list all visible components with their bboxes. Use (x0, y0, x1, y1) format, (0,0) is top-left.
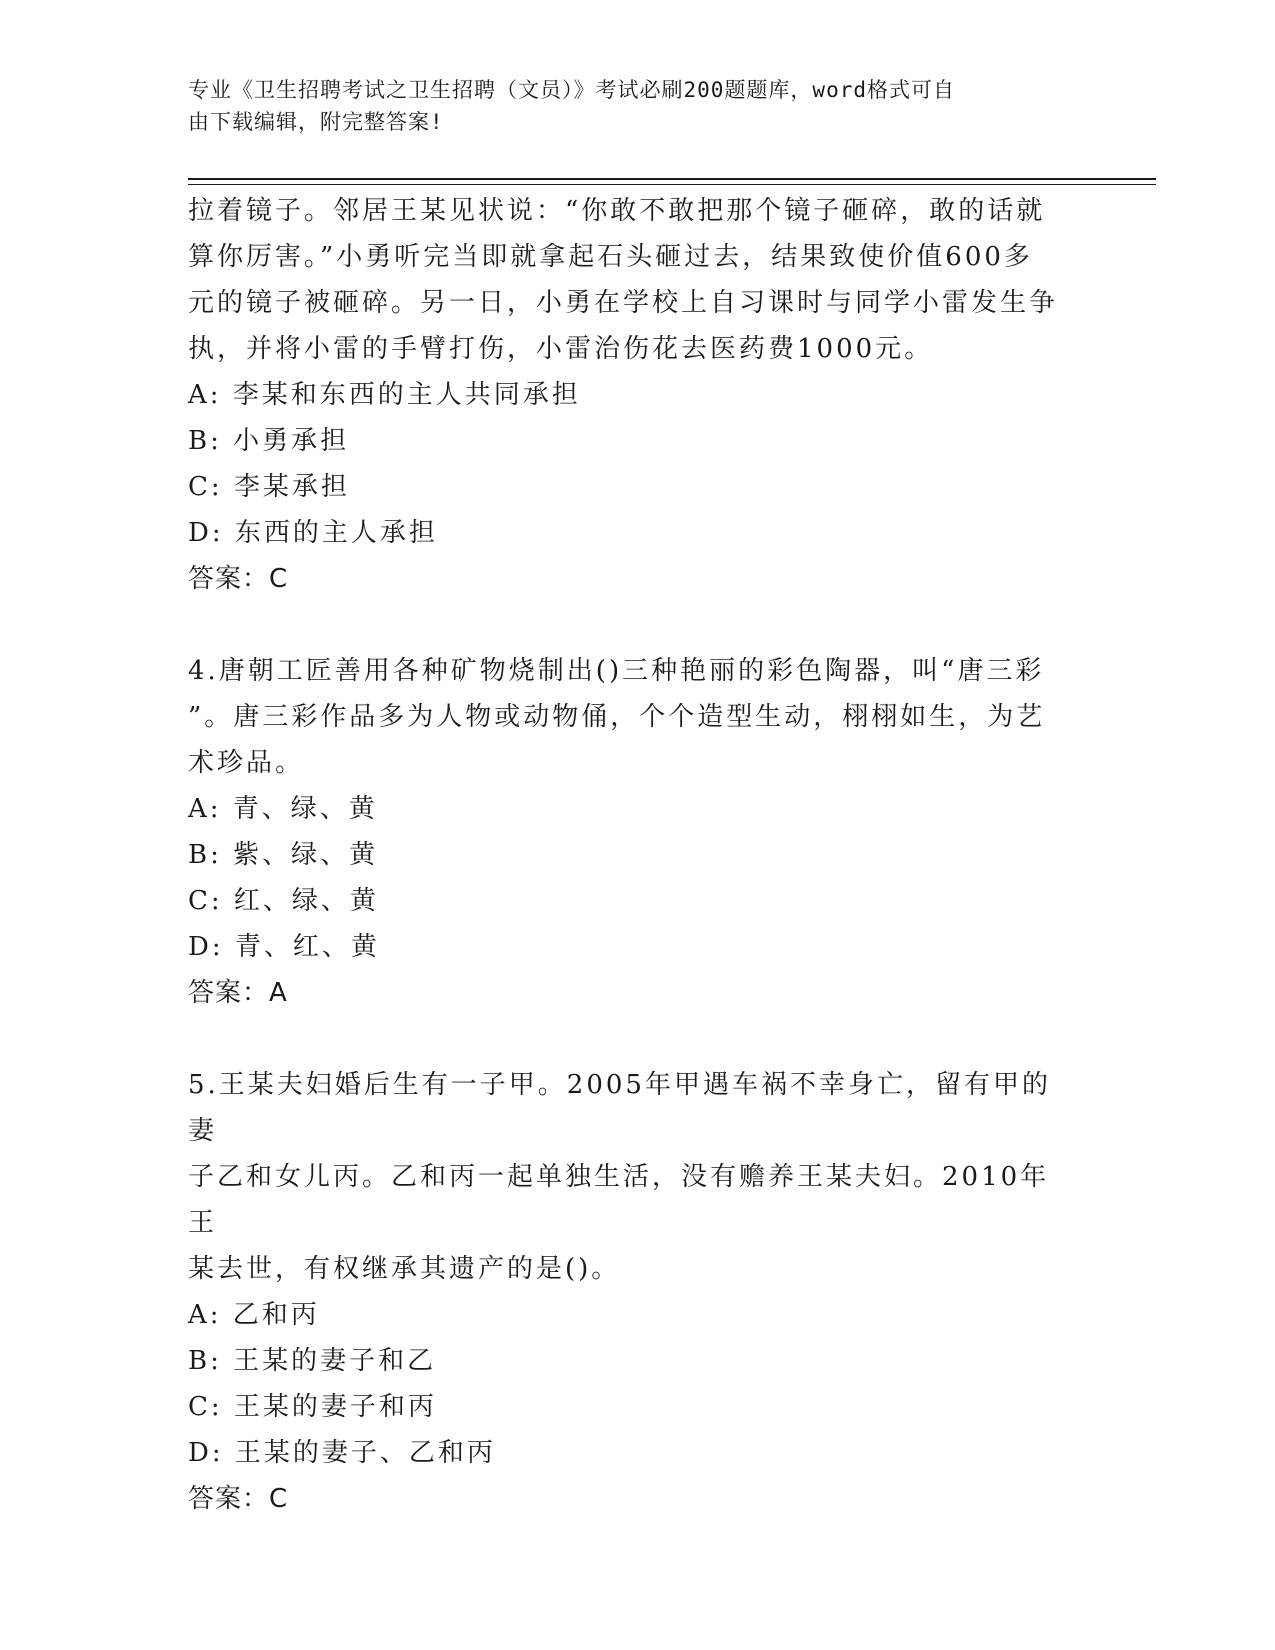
option-c: C: 红、绿、黄 (188, 886, 379, 916)
option-d: D: 王某的妻子、乙和丙 (188, 1438, 496, 1468)
spacer (188, 602, 1068, 648)
question-stem-line: ”。唐三彩作品多为人物或动物俑，个个造型生动，栩栩如生，为艺 (188, 702, 1046, 732)
question-stem-line: 算你厉害。”小勇听完当即就拿起石头砸过去，结果致使价值600多 (188, 242, 1033, 272)
header-line-1: 专业《卫生招聘考试之卫生招聘（文员）》考试必刷200题题库，word格式可自 (188, 78, 955, 102)
option-a: A: 李某和东西的主人共同承担 (188, 380, 581, 410)
option-b: B: 小勇承担 (188, 426, 350, 456)
question-stem-line: 5.王某夫妇婚后生有一子甲。2005年甲遇车祸不幸身亡，留有甲的妻 (188, 1070, 1051, 1146)
question-block (188, 648, 1068, 1016)
question-stem-line: 执，并将小雷的手臂打伤，小雷治伤花去医药费1000元。 (188, 334, 934, 364)
option-d: D: 东西的主人承担 (188, 518, 438, 548)
question-block (188, 1062, 1068, 1522)
document-header (188, 74, 1068, 138)
answer-line: 答案：C (188, 564, 289, 594)
option-d: D: 青、红、黄 (188, 932, 380, 962)
question-stem-line: 拉着镜子。邻居王某见状说：“你敢不敢把那个镜子砸碎，敢的话就 (188, 196, 1046, 226)
answer-line: 答案：A (188, 978, 288, 1008)
option-b: B: 王某的妻子和乙 (188, 1346, 437, 1376)
question-stem-line: 4.唐朝工匠善用各种矿物烧制出()三种艳丽的彩色陶器，叫“唐三彩 (188, 656, 1045, 686)
option-a: A: 乙和丙 (188, 1300, 320, 1330)
question-list (188, 188, 1068, 1522)
header-line-2: 由下载编辑，附完整答案! (188, 110, 444, 134)
question-stem-line: 子乙和女儿丙。乙和丙一起单独生活，没有赡养王某夫妇。2010年王 (188, 1162, 1050, 1238)
question-stem-line: 术珍品。 (188, 748, 305, 778)
question-stem-line: 某去世，有权继承其遗产的是()。 (188, 1254, 621, 1284)
header-divider-thin (188, 184, 1156, 185)
question-stem-line: 元的镜子被砸碎。另一日，小勇在学校上自习课时与同学小雷发生争 (188, 288, 1059, 318)
option-c: C: 王某的妻子和丙 (188, 1392, 437, 1422)
spacer (188, 1016, 1068, 1062)
question-block (188, 188, 1068, 602)
option-b: B: 紫、绿、黄 (188, 840, 379, 870)
option-c: C: 李某承担 (188, 472, 350, 502)
answer-line: 答案：C (188, 1484, 289, 1514)
header-divider-thick (188, 178, 1156, 180)
option-a: A: 青、绿、黄 (188, 794, 378, 824)
